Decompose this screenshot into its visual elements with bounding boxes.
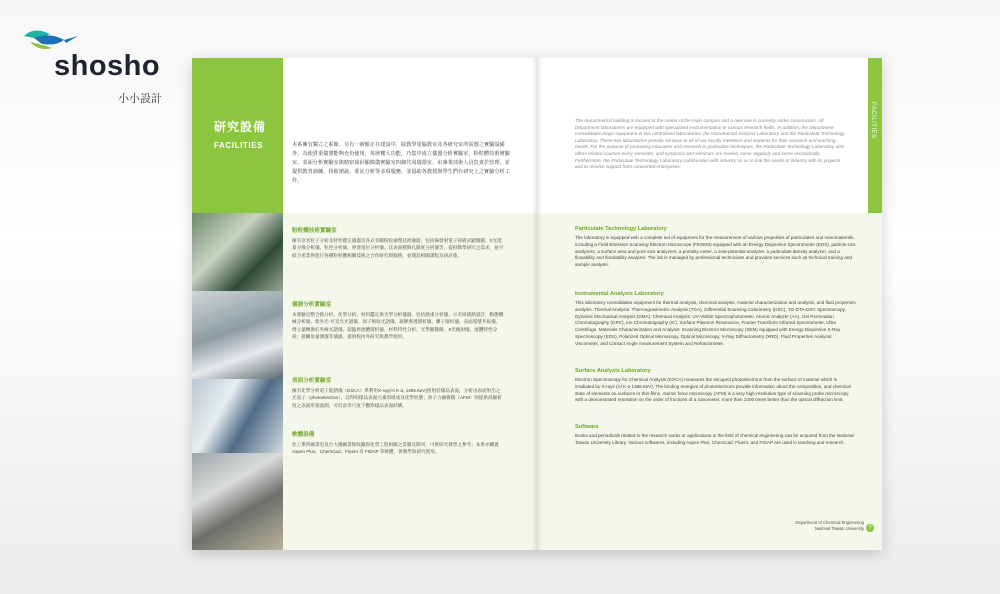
section-title-english: FACILITIES <box>214 141 264 150</box>
brochure-spread <box>192 58 882 550</box>
footer-department: Department of Chemical Engineering <box>795 520 864 525</box>
lab-section-heading: Instrumental Analysis Laboratory <box>575 291 664 297</box>
side-tab <box>868 58 882 213</box>
brand-name: shosho <box>54 50 161 82</box>
lab-section <box>575 424 857 447</box>
lab-section-heading: 粉粒體技術實驗室 <box>292 228 337 234</box>
lab-photo-3 <box>192 379 283 453</box>
lab-section-body: Electron Spectroscopy for Chemical Analysis (ESCA) measures the escaped photoelectrons from the surface of material which is irradiated by X-rays (Al K-α 1486.6eV). The binding energies of photoelectrons provide information about the composition, and chemical state of elements on surfaces or thin-films. Atomic force microscopy (AFM) is a very high-resolution type of scanning probe microscopy, with a demonstrated resolution on the order of fractions of a nanometer, more than 1000 times better than the optical diffraction limit. <box>575 377 851 403</box>
page-number: 7 <box>866 524 874 532</box>
page-footer <box>795 520 864 532</box>
lab-section-body: The laboratory is equipped with a complete set of equipment for the measurement of various properties of particulates and nanomaterials, including a Field Emission Scanning Electron Microscope (FESEM) equipped with an Energy Dispersive Spectrometer (EDS), particle size analyzers, a surface area and pore size analyzers, a porosity meter, a zeta-potential analyzer, a particulate density analyzer, and a flowability and floodability analyzer. The lab is managed by professional technicians and provides services such as technical training and sample analysis. <box>575 235 856 268</box>
lab-photo-4 <box>192 453 283 550</box>
side-tab-label: FACILITIES <box>870 102 876 139</box>
lab-section <box>575 226 857 269</box>
footer-university: National Taiwan University <box>814 526 864 531</box>
section-title <box>214 118 266 150</box>
lab-section-body: 本實驗室整合熱分析、化學分析、材料鑑定與光學分析儀器，包括熱重分析儀、示差掃描熱量計、動態機械分析儀、紫外光-可見光光譜儀、原子吸收光譜儀、凝膠滲透層析儀、離子層析儀、表面電漿共振儀、傅立葉轉換紅外線光譜儀、超臨界流體層析儀、材料特性分析、光學顯微鏡、X光繞射儀、流體特性分析、接觸角量測儀等儀器，提供校內外研究與教學使用。 <box>292 312 504 340</box>
section-title-chinese: 研究設備 <box>214 120 267 134</box>
lab-section-body: 擁有奈米粒子分析及特性鑑定儀器及各式有關粉粒處理技術儀器，包括場發射電子掃描式顯微鏡、X光能量分散分析儀、粒徑分析儀、界達電位分析儀、比表面積與孔隙度分析儀等，提供教學研究之需求，並可結合產業界進行各種粉粒體相關技術之合作研究與服務，並開設相關課程及研討會。 <box>292 238 504 258</box>
lab-section <box>575 368 857 404</box>
lab-section-heading: Software <box>575 424 599 430</box>
intro-paragraph-chinese: 本系擁有獨立之系館，另有一新館正在建設中，除教學電腦教室及各研究室所需器之實驗設備外，為使貴重儀器能夠充份使用，每層樓大功能，乃集中成立儀器分析實驗室、粉粒體技術實驗室、表面分析實驗室與精密探針顯微儀實驗室四個共同儀器室，由專業技術人員負責於管理，並提供教育訓練、技術諮詢、委託分析等多項服務，並協助各教授與學生們在研究上之實驗分析工作。 <box>292 142 510 184</box>
brand-subtitle: 小小設計 <box>118 93 162 105</box>
lab-section-heading: 軟體設備 <box>292 432 315 438</box>
lab-section <box>292 300 504 341</box>
left-page <box>192 58 537 550</box>
lab-section-body: Books and periodicals related to the research works or applications in the field of chemical engineering can be acquired from the National Taiwan University Library. Various softwares, including Aspen Plus, ChemCad, Fluent, and FIDAP are used in teaching and research. <box>575 433 854 445</box>
lab-section <box>292 430 504 456</box>
lab-section-heading: Particulate Technology Laboratory <box>575 226 667 232</box>
brand-logo <box>20 22 170 105</box>
lab-section <box>292 376 504 409</box>
photo-column <box>192 213 283 550</box>
lab-section-heading: 儀器分析實驗室 <box>292 302 332 308</box>
intro-paragraph-english: The departmental building is located at the center of the main campus and a new one is currently under construction. All Department laboratories are equipped with specialized instrumentation in various research fields. In addition, the Department consolidates major equipment in two centralized laboratories: the Instrumental Analysis Laboratory and the Particulate Technology Laboratory. These two laboratories provide services to all of our faculty members and students for their research and teaching needs. For the purpose of promoting education and research in particulate techniques, the Particulate Technology Laboratory also offers related courses every semester, and symposia and seminars are hosted, some regularly and some occasionally. Furthermore, the Particulate Technology Laboratory collaborates with industry so as to link the needs of industry with its projects and to receive support from concerned enterprises. <box>575 118 845 170</box>
lab-photo-2 <box>192 291 283 379</box>
lab-section-body: 擁有化學分析電子能譜儀（ESCA）系利用X-ray(Al K-α, 1486.6eV)照射於樣品表面，分析由表面射出之光電子（photoelectron），以得知樣品表面元素的組成及化學狀態；原子力顯微鏡（AFM）則提供高解析度之表面形貌量測，可於奈米尺度下觀察樣品表面結構。 <box>292 388 502 408</box>
lab-section-body: This laboratory consolidates equipment for thermal analysis, chemical analysis, material characterization and analysis, and fluid properties analysis. Thermal Analysis: Thermogravimetric Analysis (TGA), Differential Scanning Calorimetry (DSC), TG-DTA-DSC Spectroscopy, Dynamic Mechanical Analysis (DMA). Chemical Analysis: UV-Visible Spectrophotometer, Atomic Analyzer (AA), Gel Permeation Chromatography (GPC), Ion Chromatography (IC), Surface Plasmon Resonance, Fourier Transform Infrared Spectrometer, Ultra Centrifuge. Materials Characterization and Analysis: Scanning Electron Microscopy (SEM) equipped with Energy-Dispersive X-Ray Spectroscopy (EDS), Polarized Optical Microscopy, Optical Microscopy, X-Ray Diffractometry (XRD). Fluid Properties Analysis: Viscometer, and Contact Angle measurement System and Refractometer. <box>575 300 856 346</box>
lab-section <box>292 226 504 259</box>
right-page <box>537 58 882 550</box>
lab-section <box>575 291 857 348</box>
lab-section-heading: Surface Analysis Laboratory <box>575 368 651 374</box>
lab-section-body: 化工系所圖書室及台大總圖書館收藏與化學工程相關之書籍及期刊，可供研究教學之參考；本系亦購置 Aspen Plus、ChemCad、Fluent 及 FIDAP 等軟體，供教學與研究使用。 <box>292 442 499 455</box>
book-spine-shadow <box>532 58 544 550</box>
lab-section-heading: 表面分析實驗室 <box>292 378 332 384</box>
lab-photo-1 <box>192 213 283 291</box>
